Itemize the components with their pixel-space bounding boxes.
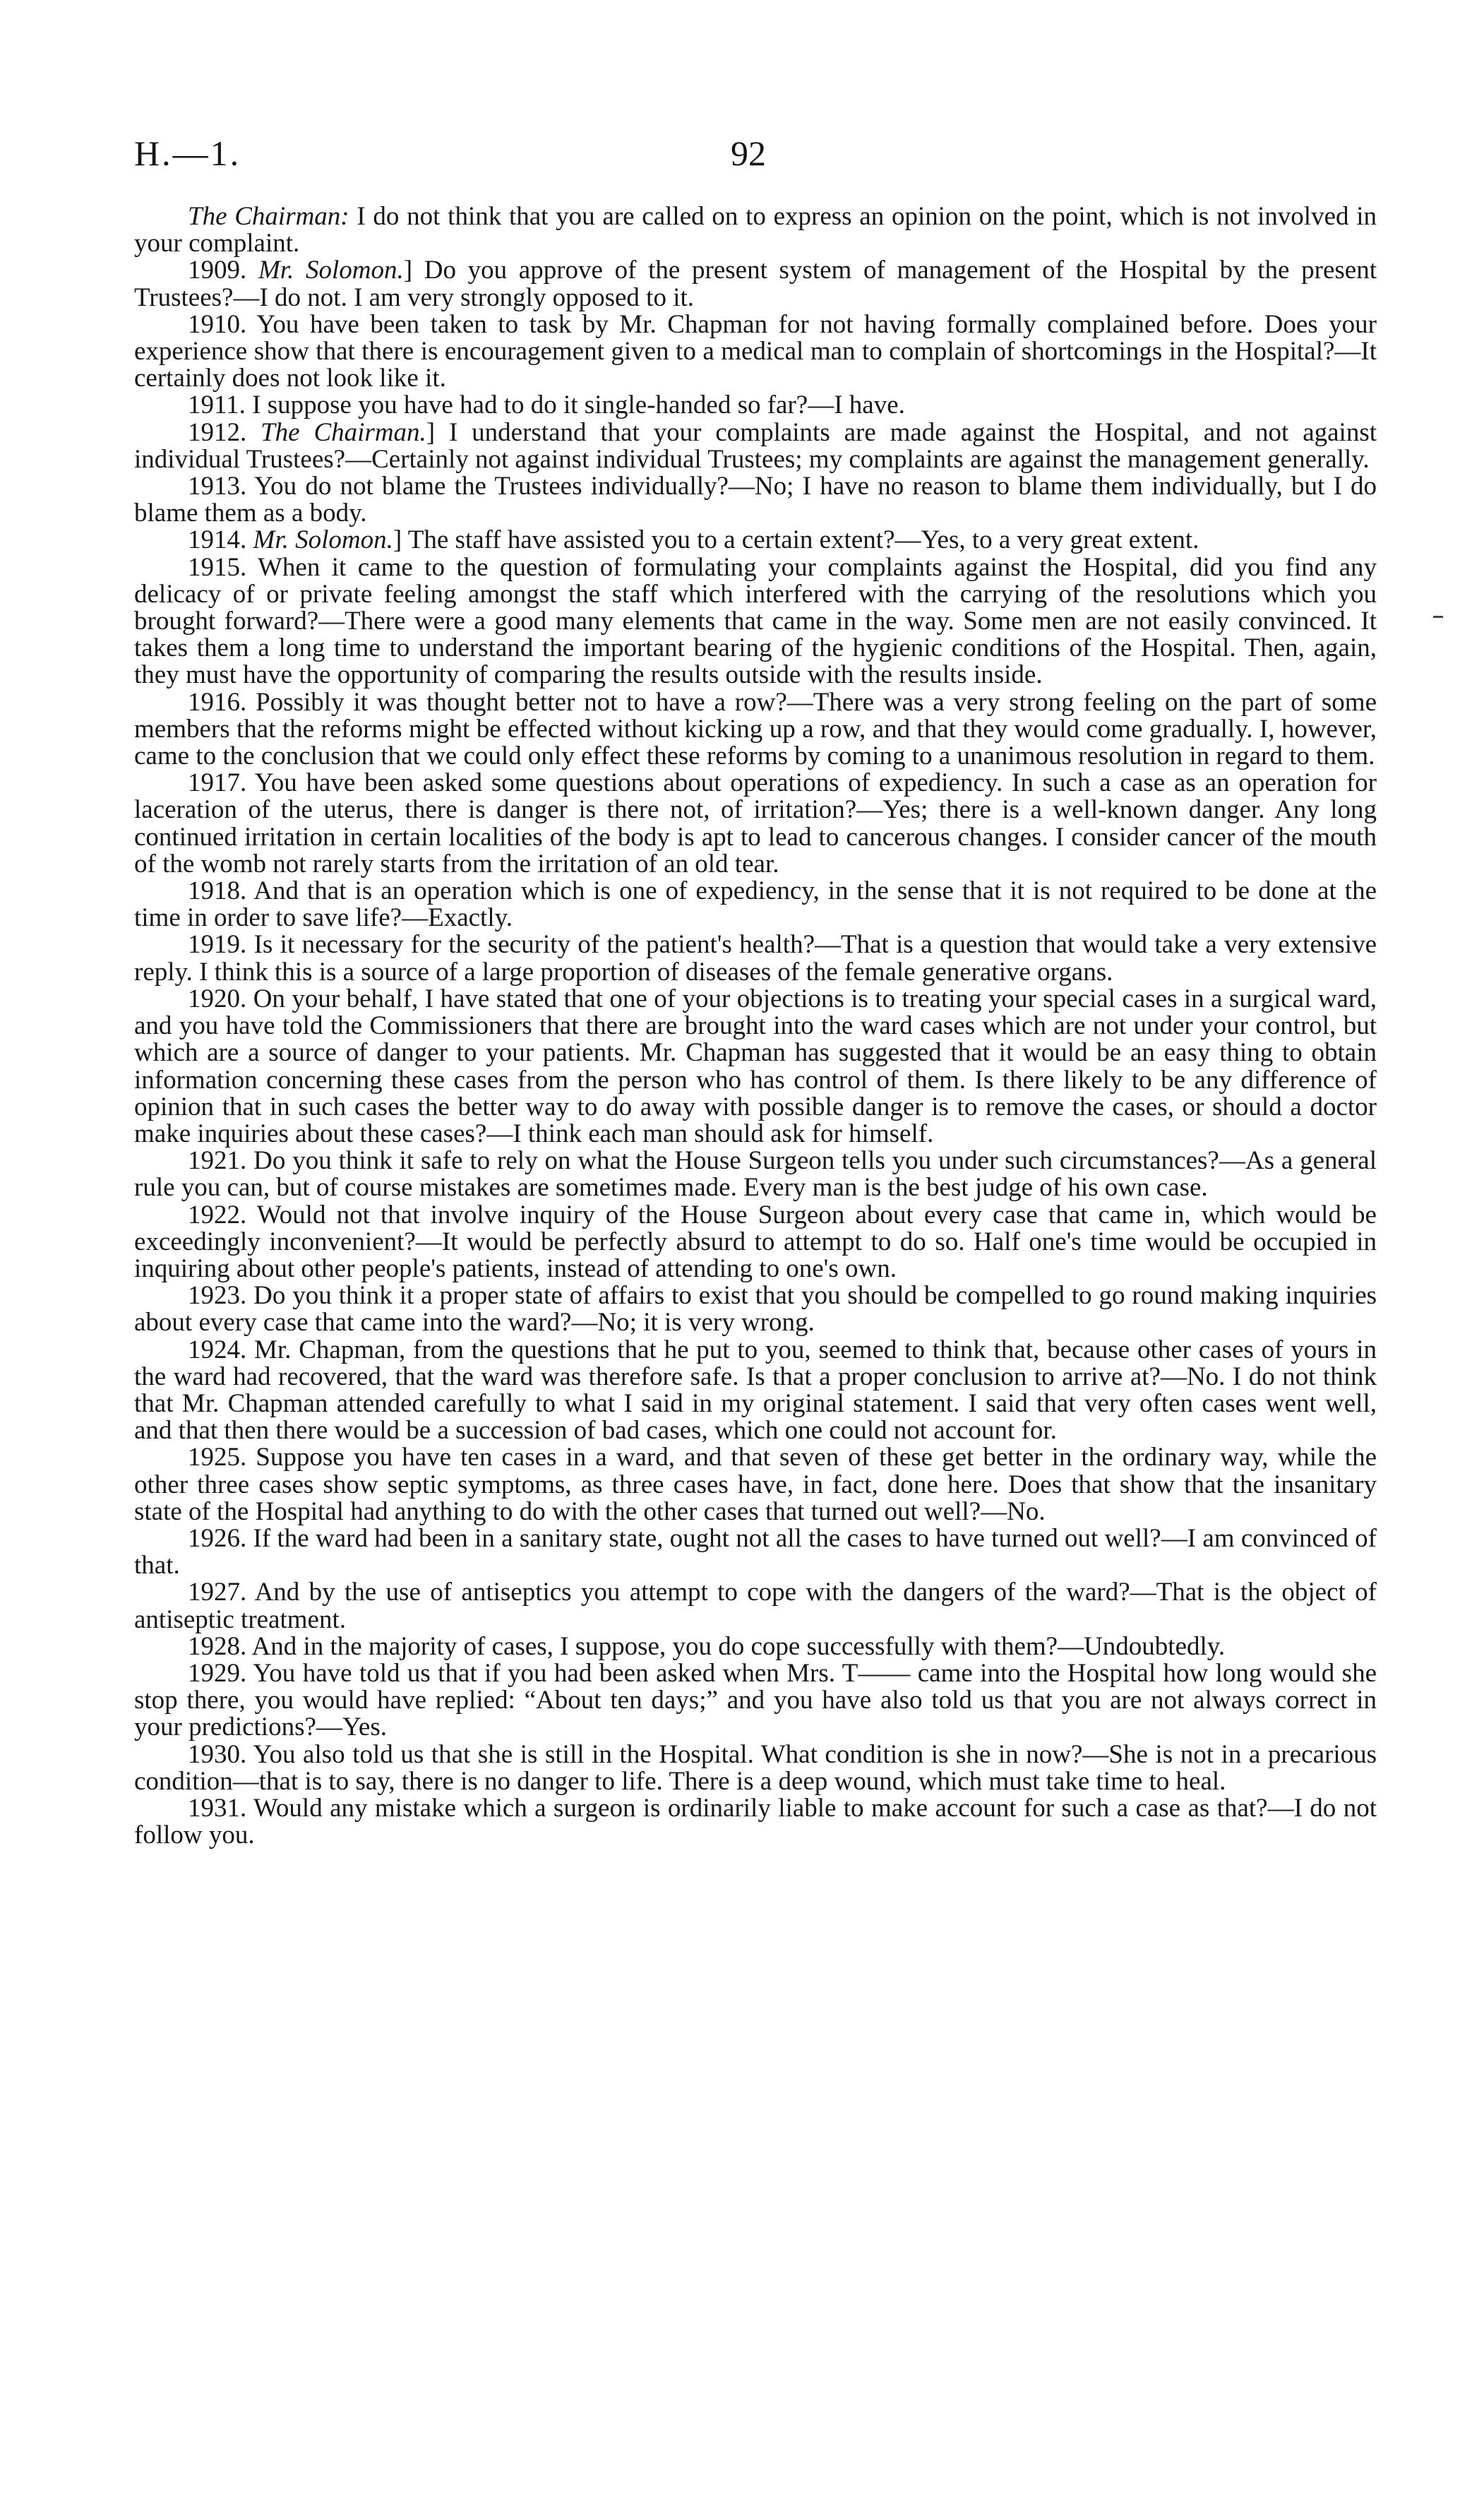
question-1927 bbox=[134, 1579, 1377, 1633]
question-1926 bbox=[134, 1525, 1377, 1579]
question-number: 1914. bbox=[188, 525, 247, 555]
question-number: 1912. bbox=[188, 417, 247, 447]
paragraph-text: Do you think it a proper state of affairs to exist that you should be compelled to go round making inquiries about every case that came into the ward?—No; it is very wrong. bbox=[134, 1281, 1377, 1338]
page-number: 92 bbox=[731, 133, 766, 173]
paragraph-text: I do not think that you are called on to express an opinion on the point, which is not involved in your complaint. bbox=[134, 202, 1377, 258]
question-number: 1909. bbox=[188, 256, 247, 285]
page-header bbox=[134, 133, 1377, 189]
question-number: 1911. bbox=[188, 391, 246, 420]
paragraph-text: Do you think it safe to rely on what the House Surgeon tells you under such circumstances?—As a general rule you can, but of course mistakes are sometimes made. Every man is the best judge of his own case. bbox=[134, 1146, 1377, 1203]
question-1918 bbox=[134, 878, 1377, 931]
paragraph-text: Mr. Chapman, from the questions that he put to you, seemed to think that, because other cases of yours in the ward had recovered, that the ward was therefore safe. Is that a proper conclusion to arrive at?—No. I do not think that Mr. Chapman attended carefully to what I said in my original statement. I said that very often cases went well, and that then there would be a succession of bad cases, which one could not account for. bbox=[134, 1335, 1377, 1446]
paragraph-text: And that is an operation which is one of expediency, in the sense that it is not required to be done at the time in order to save life?—Exactly. bbox=[134, 876, 1377, 933]
question-number: 1931. bbox=[188, 1793, 247, 1823]
paragraph-text: You also told us that she is still in the Hospital. What condition is she in now?—She is not in a precarious condition—that is to say, there is no danger to life. There is a deep wound, which must take time to heal. bbox=[134, 1739, 1377, 1796]
paragraph-text: And by the use of antiseptics you attempt to cope with the dangers of the ward?—That is the object of antiseptic treatment. bbox=[134, 1578, 1377, 1634]
question-1925 bbox=[134, 1444, 1377, 1525]
question-number: 1928. bbox=[188, 1631, 247, 1661]
speaker: The Chairman. bbox=[261, 417, 426, 447]
question-number: 1930. bbox=[188, 1739, 247, 1769]
question-number: 1921. bbox=[188, 1146, 247, 1176]
document-code: H.—1. bbox=[134, 133, 241, 173]
question-1921 bbox=[134, 1148, 1377, 1201]
question-number: 1920. bbox=[188, 984, 247, 1013]
paragraph-text: And in the majority of cases, I suppose, you do cope successfully with them?—Undoubtedly. bbox=[251, 1631, 1226, 1661]
paragraph-text: When it came to the question of formulating your complaints against the Hospital, did you find any delicacy of or private feeling amongst the staff which interfered with the carrying of the resolutions which you brought forward?—There were a good many elements that came in the way. Some men are not easily convinced. It takes them a long time to understand the important bearing of the hygienic conditions of the Hospital. Then, again, they must have the opportunity of comparing the results outside with the results inside. bbox=[134, 552, 1377, 690]
question-1920 bbox=[134, 986, 1377, 1148]
question-1916 bbox=[134, 689, 1377, 770]
speaker: Mr. Solomon. bbox=[258, 256, 404, 285]
question-1911 bbox=[134, 392, 1377, 419]
question-number: 1929. bbox=[188, 1658, 247, 1688]
question-1910 bbox=[134, 311, 1377, 393]
speaker: The Chairman: bbox=[188, 202, 349, 231]
paragraph-text: Would not that involve inquiry of the House Surgeon about every case that came in, which would be exceedingly inconvenient?—It would be perfectly absurd to attempt to do so. Half one's time would be occupied in inquiring about other people's patients, instead of attending to one's own. bbox=[134, 1200, 1377, 1283]
question-1913 bbox=[134, 473, 1377, 527]
question-1931 bbox=[134, 1795, 1377, 1849]
question-1924 bbox=[134, 1337, 1377, 1445]
paragraph-chairman-remark bbox=[134, 203, 1377, 257]
paragraph-text: ] I understand that your complaints are made against the Hospital, and not against individual Trustees?—Certainly not against individual Trustees; my complaints are against the management generally. bbox=[134, 417, 1377, 474]
question-number: 1917. bbox=[188, 768, 247, 798]
paragraph-text: ] Do you approve of the present system of management of the Hospital by the present Trustees?—I do not. I am very strongly opposed to it. bbox=[134, 256, 1377, 312]
question-number: 1923. bbox=[188, 1281, 247, 1311]
question-number: 1916. bbox=[188, 687, 247, 717]
question-number: 1913. bbox=[188, 472, 247, 501]
question-1917 bbox=[134, 770, 1377, 878]
question-1928 bbox=[134, 1633, 1377, 1660]
question-number: 1910. bbox=[188, 309, 247, 339]
paragraph-text: You do not blame the Trustees individually?—No; I have no reason to blame them individually, but I do blame them as a body. bbox=[134, 472, 1377, 528]
question-1909 bbox=[134, 257, 1377, 311]
page-body bbox=[134, 203, 1377, 1849]
question-number: 1924. bbox=[188, 1335, 247, 1364]
question-1915 bbox=[134, 554, 1377, 689]
paragraph-text: You have been asked some questions about operations of expediency. In such a case as an operation for laceration of the uterus, there is danger is there not, of irritation?—Yes; there is a well-known danger. Any long continued irritation in certain localities of the body is apt to lead to cancerous changes. I consider cancer of the mouth of the womb not rarely starts from the irritation of an old tear. bbox=[134, 768, 1377, 879]
paragraph-text: On your behalf, I have stated that one of your objections is to treating your special cases in a surgical ward, and you have told the Commissioners that there are brought into the ward cases which are not under your control, but which are a source of danger to your patients. Mr. Chapman has suggested that it would be an easy thing to obtain information concerning these cases from the person who has control of them. Is there likely to be any difference of opinion that in such cases the better way to do away with possible danger is to remove the cases, or should a doctor make inquiries about these cases?—I think each man should ask for himself. bbox=[134, 984, 1377, 1148]
paragraph-text: I suppose you have had to do it single-handed so far?—I have. bbox=[252, 391, 905, 420]
question-number: 1915. bbox=[188, 552, 247, 582]
question-1929 bbox=[134, 1660, 1377, 1741]
question-number: 1922. bbox=[188, 1200, 247, 1229]
question-number: 1918. bbox=[188, 876, 247, 906]
question-1922 bbox=[134, 1202, 1377, 1283]
paragraph-text: If the ward had been in a sanitary state, ought not all the cases to have turned out well?—I am convinced of that. bbox=[134, 1523, 1377, 1580]
question-1930 bbox=[134, 1741, 1377, 1795]
paragraph-text: Suppose you have ten cases in a ward, and that seven of these get better in the ordinary way, while the other three cases show septic symptoms, as three cases have, in fact, done here. Does that show that the insanitary state of the Hospital had anything to do with the other cases that turned out well?—No. bbox=[134, 1443, 1377, 1526]
paragraph-text: Is it necessary for the security of the patient's health?—That is a question that would take a very extensive reply. I think this is a source of a large proportion of diseases of the female generative organs. bbox=[134, 930, 1377, 987]
question-1923 bbox=[134, 1282, 1377, 1336]
question-1912 bbox=[134, 419, 1377, 473]
question-number: 1927. bbox=[188, 1578, 247, 1607]
question-1919 bbox=[134, 931, 1377, 985]
paragraph-text: ] The staff have assisted you to a certain extent?—Yes, to a very great extent. bbox=[393, 525, 1199, 555]
paragraph-text: You have told us that if you had been asked when Mrs. T—— came into the Hospital how long would she stop there, you would have replied: “About ten days;” and you have also told us that you are not always correct in your predictions?—Yes. bbox=[134, 1658, 1377, 1742]
paragraph-text: Would any mistake which a surgeon is ordinarily liable to make account for such a case as that?—I do not follow you. bbox=[134, 1793, 1377, 1850]
speaker: Mr. Solomon. bbox=[253, 525, 393, 555]
question-number: 1925. bbox=[188, 1443, 247, 1472]
question-number: 1919. bbox=[188, 930, 247, 960]
paragraph-text: You have been taken to task by Mr. Chapman for not having formally complained before. Does your experience show that there is encouragement given to a medical man to complain of shortcomings in the Hospital?—It certainly does not look like it. bbox=[134, 309, 1377, 393]
paragraph-text: Possibly it was thought better not to have a row?—There was a very strong feeling on the part of some members that the reforms might be effected without kicking up a row, and that they would come gradually. I, however, came to the conclusion that we could only effect these reforms by coming to a unanimous resolution in regard to them. bbox=[134, 687, 1377, 771]
question-1914 bbox=[134, 527, 1377, 554]
question-number: 1926. bbox=[188, 1523, 247, 1553]
margin-mark bbox=[1433, 616, 1443, 618]
